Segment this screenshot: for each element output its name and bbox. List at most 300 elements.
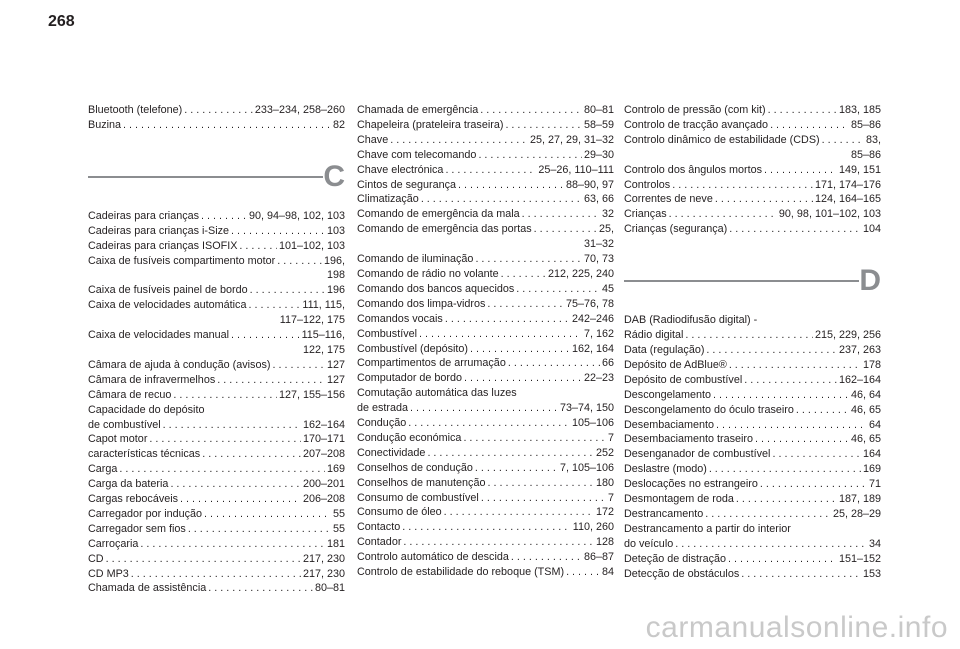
index-entry: [624, 507, 881, 522]
watermark: carmanualsonline.info: [645, 611, 948, 644]
index-entry-term: Comandos vocais: [357, 312, 443, 325]
index-entry-pages: 217, 230: [302, 567, 345, 580]
index-entry-pages: 80–81: [314, 582, 345, 595]
index-entry-term: Cargas rebocáveis: [88, 493, 179, 506]
dot-leader: [713, 388, 849, 403]
index-entry: [357, 535, 614, 550]
index-entry-term: Descongelamento: [624, 388, 712, 401]
index-entry: [357, 327, 614, 342]
index-entry-term: Desembaciamento traseiro: [624, 433, 754, 446]
dot-leader: [764, 163, 837, 178]
index-entry-term: Caixa de fusíveis painel de bordo: [88, 284, 248, 297]
index-entry: [88, 522, 345, 537]
index-entry: [357, 386, 614, 416]
dot-leader: [217, 373, 325, 388]
dot-leader: [796, 403, 849, 418]
index-entry-pages: 169: [326, 463, 345, 476]
index-entry-term: Carga: [88, 463, 118, 476]
index-entry-term: Capot motor: [88, 433, 148, 446]
index-entry: [357, 163, 614, 178]
dot-leader: [741, 567, 861, 582]
index-entry: [624, 403, 881, 418]
dot-leader: [123, 118, 331, 133]
index-entry-pages: 85–86: [850, 118, 881, 131]
index-entry-pages-continued: 122, 175: [302, 343, 345, 356]
index-entry-pages: 127, 155–156: [278, 388, 345, 401]
index-entry-term: Buzina: [88, 118, 122, 131]
index-entry-pages: 196,: [323, 254, 345, 267]
dot-leader: [478, 148, 582, 163]
index-entry: [88, 388, 345, 403]
index-entry: [357, 446, 614, 461]
index-entry-pages: 34: [868, 537, 881, 550]
section-header: [88, 159, 345, 199]
index-entry-pages: 25,: [598, 223, 614, 236]
index-entry: [624, 492, 881, 507]
index-entry-pages: 187, 189: [838, 493, 881, 506]
index-entry: [624, 207, 881, 222]
index-entry: [357, 312, 614, 327]
index-entry-pages: 90, 98, 101–102, 103: [778, 208, 881, 221]
index-entry: [357, 148, 614, 163]
dot-leader: [419, 327, 582, 342]
index-entry-pages: 80–81: [583, 104, 614, 116]
dot-leader: [729, 222, 861, 237]
index-entry-pages: 86–87: [583, 551, 614, 564]
dot-leader: [675, 537, 867, 552]
index-entry-term: Rádio digital: [624, 329, 684, 342]
index-entry: [357, 192, 614, 207]
index-entry-term: Cadeiras para crianças ISOFIX: [88, 239, 238, 252]
index-entry-term: características técnicas: [88, 448, 201, 461]
index-entry: [624, 432, 881, 447]
dot-leader: [408, 416, 570, 431]
index-entry-term: Consumo de combustível: [357, 491, 479, 504]
dot-leader: [463, 431, 606, 446]
index-entry-term: Controlo automático de descida: [357, 551, 509, 564]
index-entry: [88, 239, 345, 254]
dot-leader: [709, 462, 861, 477]
index-entry-pages: 110, 260: [572, 521, 614, 534]
index-entry-term: Controlos: [624, 178, 671, 191]
dot-leader: [272, 358, 325, 373]
index-entry-term: Depósito de AdBlue®: [624, 358, 727, 371]
section-letter: D: [859, 264, 881, 298]
index-entry-pages-continued: 31–32: [583, 238, 614, 251]
index-entry-term: Crianças (segurança): [624, 223, 728, 236]
index-entry: [357, 297, 614, 312]
dot-leader: [403, 535, 594, 550]
index-entry: [357, 371, 614, 386]
dot-leader: [445, 312, 570, 327]
dot-leader: [728, 552, 837, 567]
index-entry-pages: 7: [607, 491, 614, 504]
section-divider: [88, 176, 323, 178]
dot-leader: [202, 447, 301, 462]
index-entry: [357, 416, 614, 431]
index-entry-pages: 162–164: [838, 373, 881, 386]
index-entry-term: Chave com telecomando: [357, 148, 477, 161]
index-entry-term: Controlo de tracção avançado: [624, 118, 769, 131]
dot-leader: [505, 118, 582, 133]
dot-leader: [444, 505, 594, 520]
dot-leader: [188, 522, 331, 537]
index-entry: [357, 133, 614, 148]
index-entry-pages: 111, 115,: [302, 299, 345, 312]
index-entry-pages: 84: [601, 566, 614, 579]
index-entry: [88, 283, 345, 298]
index-entry-pages: 127: [326, 358, 345, 371]
index-entry: [357, 103, 614, 118]
index-entry-pages: 242–246: [571, 312, 614, 325]
index-entry-pages: 63, 66: [583, 193, 614, 206]
index-entry-pages: 103: [326, 224, 345, 237]
index-entry: [624, 192, 881, 207]
index-entry-pages: 181: [326, 537, 345, 550]
dot-leader: [119, 462, 325, 477]
index-entry: [357, 461, 614, 476]
index-entry-term: Comando dos bancos aquecidos: [357, 282, 515, 295]
index-entry-pages: 127: [326, 373, 345, 386]
dot-leader: [822, 133, 864, 148]
dot-leader: [204, 507, 331, 522]
index-entry-pages: 237, 263: [838, 343, 881, 356]
index-entry: [88, 492, 345, 507]
index-entry-term: Conectividade: [357, 446, 426, 459]
index-entry-term: Câmara de ajuda à condução (avisos): [88, 358, 271, 371]
index-entry-term: Chamada de assistência: [88, 582, 207, 595]
index-entry: [88, 537, 345, 552]
dot-leader: [522, 207, 600, 222]
index-entry: [624, 388, 881, 403]
index-entry-term: Comando de iluminação: [357, 253, 474, 266]
dot-leader: [508, 356, 600, 371]
index-entry-term: Computador de bordo: [357, 372, 463, 385]
index-entry: [357, 550, 614, 565]
index-entry-term: Bluetooth (telefone): [88, 104, 183, 116]
index-entry-pages: 82: [332, 118, 345, 131]
index-entry-term: Crianças: [624, 208, 667, 221]
dot-leader: [487, 297, 564, 312]
dot-leader: [458, 178, 564, 193]
dot-leader: [770, 118, 849, 133]
dot-leader: [706, 343, 837, 358]
index-entry-pages: 83,: [865, 133, 881, 146]
index-entry-pages: 207–208: [302, 448, 345, 461]
index-entry-pages: 32: [601, 208, 614, 221]
dot-leader: [566, 565, 600, 580]
index-entry-pages: 172: [595, 506, 614, 519]
dot-leader: [516, 282, 600, 297]
index-entry-pages: 55: [332, 522, 345, 535]
index-entry: [357, 342, 614, 357]
dot-leader: [149, 432, 301, 447]
index-entry-pages: 180: [595, 476, 614, 489]
index-entry-term: Comando de rádio no volante: [357, 267, 499, 280]
index-entry-term: Deslocações no estrangeiro: [624, 478, 758, 491]
index-entry-pages: 196: [326, 284, 345, 297]
index-entry-term: Controlo de pressão (com kit): [624, 104, 766, 116]
dot-leader: [755, 432, 849, 447]
index-entry-term-prefix: Comutação automática das luzes: [357, 387, 517, 400]
index-entry-term: Contacto: [357, 521, 401, 534]
index-entry: [357, 491, 614, 506]
index-entry-pages: 88–90, 97: [565, 178, 614, 191]
index-entry: [624, 178, 881, 193]
index-entry-term: Desmontagem de roda: [624, 493, 734, 506]
index-entry: [624, 358, 881, 373]
dot-leader: [511, 550, 582, 565]
index-entry: [624, 462, 881, 477]
dot-leader: [180, 492, 301, 507]
page-number: 268: [48, 13, 75, 30]
index-entry-term: Detecção de obstáculos: [624, 567, 740, 580]
index-entry-term: Carregador por indução: [88, 507, 203, 520]
index-entry-pages: 7: [607, 431, 614, 444]
index-entry: [624, 552, 881, 567]
index-entry: [624, 522, 881, 552]
index-entry-pages-continued: 85–86: [850, 148, 881, 161]
index-entry: [357, 118, 614, 133]
dot-leader: [173, 388, 277, 403]
dot-leader: [768, 103, 837, 118]
dot-leader: [250, 283, 325, 298]
index-entry-pages: 7, 162: [583, 327, 614, 340]
index-entry-pages: 252: [595, 446, 614, 459]
index-entry-pages: 70, 73: [583, 253, 614, 266]
index-entry-term: Conselhos de manutenção: [357, 476, 486, 489]
index-entry-term: Condução: [357, 417, 407, 430]
index-entry-term-prefix: DAB (Radiodifusão digital) -: [624, 314, 758, 327]
index-entry-pages: 206–208: [302, 493, 345, 506]
index-entry: [624, 567, 881, 582]
index-entry: [624, 133, 881, 163]
index-entry-pages: 151–152: [838, 552, 881, 565]
dot-leader: [402, 520, 571, 535]
index-entry: [357, 520, 614, 535]
index-entry-pages: 75–76, 78: [565, 297, 614, 310]
index-entry: [624, 222, 881, 237]
index-entry-pages: 90, 94–98, 102, 103: [248, 209, 345, 222]
index-entry-pages: 25, 27, 29, 31–32: [529, 133, 614, 146]
index-entry-term: Controlo dos ângulos mortos: [624, 163, 763, 176]
dot-leader: [760, 477, 867, 492]
index-entry-term: Carga da bateria: [88, 478, 169, 491]
index-entry-term: Chave: [357, 133, 389, 146]
index-entry: [624, 343, 881, 358]
index-entry-term: Deteção de distração: [624, 552, 727, 565]
dot-leader: [534, 222, 597, 237]
section-letter: C: [323, 159, 345, 193]
dot-leader: [487, 476, 594, 491]
index-entry: [357, 356, 614, 371]
index-entry-pages: 128: [595, 536, 614, 549]
index-entry: [88, 507, 345, 522]
index-entry-pages: 55: [332, 507, 345, 520]
index-entry-term: Carroçaria: [88, 537, 139, 550]
index-entry-pages: 46, 65: [850, 433, 881, 446]
index-entry: [357, 267, 614, 282]
index-entry-term: Compartimentos de arrumação: [357, 357, 506, 370]
dot-leader: [390, 133, 528, 148]
index-entry-term: CD MP3: [88, 567, 129, 580]
index-entry-term: Depósito de combustível: [624, 373, 743, 386]
dot-leader: [715, 192, 813, 207]
dot-leader: [729, 358, 861, 373]
dot-leader: [231, 328, 300, 343]
index-entry-pages: 115–116,: [301, 329, 345, 342]
index-entry: [88, 477, 345, 492]
index-entry: [624, 103, 881, 118]
index-entry-term: Contador: [357, 536, 402, 549]
dot-leader: [140, 537, 325, 552]
index-column-3: [624, 103, 881, 581]
index-entry-term: Destrancamento: [624, 507, 704, 520]
dot-leader: [277, 254, 322, 269]
index-entry-pages: 233–234, 258–260: [254, 104, 345, 116]
index-entry: [357, 565, 614, 580]
index-entry: [88, 567, 345, 582]
index-entry-pages: 170–171: [302, 433, 345, 446]
dot-leader: [427, 446, 594, 461]
index-entry: [357, 282, 614, 297]
index-entry-term: Controlo de estabilidade do reboque (TSM): [357, 566, 565, 579]
index-entry-term: Chapeleira (prateleira traseira): [357, 118, 504, 131]
index-entry-pages: 171, 174–176: [814, 178, 881, 191]
index-entry: [88, 298, 345, 328]
index-entry: [88, 118, 345, 133]
index-entry-term: Consumo de óleo: [357, 506, 442, 519]
index-entry-term: Comando de emergência das portas: [357, 223, 532, 236]
index-entry-term: Carregador sem fios: [88, 522, 186, 535]
index-entry-pages: 64: [868, 418, 881, 431]
index-entry: [88, 209, 345, 224]
dot-leader: [685, 328, 813, 343]
index-entry-term: Conselhos de condução: [357, 461, 473, 474]
index-entry-term: Câmara de recuo: [88, 388, 172, 401]
index-entry-pages: 25, 28–29: [832, 507, 881, 520]
index-entry-pages: 45: [601, 282, 614, 295]
index-entry: [88, 254, 345, 284]
index-entry-pages: 25–26, 110–111: [538, 163, 614, 176]
index-entry: [624, 373, 881, 388]
dot-leader: [716, 418, 867, 433]
index-entry: [357, 505, 614, 520]
dot-leader: [239, 239, 277, 254]
index-entry-term: Condução económica: [357, 431, 462, 444]
index-entry: [624, 418, 881, 433]
index-entry: [357, 222, 614, 252]
dot-leader: [231, 224, 325, 239]
index-entry: [624, 313, 881, 343]
index-entry: [357, 178, 614, 193]
dot-leader: [464, 371, 582, 386]
index-entry: [88, 373, 345, 388]
index-entry-pages: 46, 65: [850, 403, 881, 416]
index-entry-term: Cadeiras para crianças i-Size: [88, 224, 230, 237]
dot-leader: [163, 418, 301, 433]
index-entry: [88, 358, 345, 373]
index-entry-pages: 212, 225, 240: [547, 267, 614, 280]
index-entry-pages: 215, 229, 256: [814, 329, 881, 342]
index-entry-pages: 73–74, 150: [559, 402, 614, 415]
index-entry: [624, 163, 881, 178]
dot-leader: [481, 491, 606, 506]
index-entry-term: Chamada de emergência: [357, 104, 479, 116]
index-entry-term: Desembaciamento: [624, 418, 715, 431]
index-entry-pages: 71: [868, 478, 881, 491]
index-entry-term: Caixa de fusíveis compartimento motor: [88, 254, 276, 267]
index-entry: [88, 103, 345, 118]
dot-leader: [201, 209, 247, 224]
index-entry-pages: 164: [862, 448, 881, 461]
dot-leader: [475, 252, 582, 267]
index-entry-term: Data (regulação): [624, 343, 705, 356]
index-entry: [88, 447, 345, 462]
index-entry-term: do veículo: [624, 537, 674, 550]
index-entry-pages: 178: [862, 358, 881, 371]
index-entry: [88, 403, 345, 433]
index-entry-pages-continued: 117–122, 175: [279, 314, 345, 327]
dot-leader: [501, 267, 546, 282]
dot-leader: [410, 401, 558, 416]
index-entry-term: Cintos de segurança: [357, 178, 457, 191]
index-entry-term: CD: [88, 552, 104, 565]
index-entry-pages: 7, 105–106: [559, 461, 614, 474]
dot-leader: [475, 461, 558, 476]
dot-leader: [672, 178, 813, 193]
dot-leader: [421, 192, 582, 207]
index-entry-pages: 124, 164–165: [814, 193, 881, 206]
index-entry-pages: 153: [862, 567, 881, 580]
dot-leader: [131, 567, 301, 582]
index-entry-pages: 58–59: [583, 118, 614, 131]
index-entry-term: Desenganador de combustível: [624, 448, 771, 461]
index-entry-term: Combustível (depósito): [357, 342, 469, 355]
dot-leader: [470, 342, 570, 357]
index-entry-pages: 200–201: [302, 478, 345, 491]
index-entry-pages: 183, 185: [838, 104, 881, 116]
section-divider: [624, 280, 859, 282]
index-entry: [624, 118, 881, 133]
index-entry: [357, 207, 614, 222]
index-entry-term: de estrada: [357, 402, 409, 415]
dot-leader: [184, 103, 253, 118]
index-entry: [357, 252, 614, 267]
index-entry-pages: 29–30: [583, 148, 614, 161]
dot-leader: [772, 447, 861, 462]
dot-leader: [106, 552, 301, 567]
index-entry: [88, 552, 345, 567]
index-entry-term: Câmara de infravermelhos: [88, 373, 216, 386]
index-entry-term: Combustível: [357, 327, 418, 340]
index-entry: [624, 477, 881, 492]
dot-leader: [705, 507, 831, 522]
index-entry: [88, 581, 345, 596]
index-entry-pages: 46, 64: [850, 388, 881, 401]
dot-leader: [744, 373, 837, 388]
index-entry-term: Correntes de neve: [624, 193, 713, 206]
index-entry-term-prefix: Capacidade do depósito: [88, 403, 205, 416]
index-entry-pages: 162–164: [302, 418, 345, 431]
index-entry-term: Deslastre (modo): [624, 463, 707, 476]
index-entry-pages: 22–23: [583, 372, 614, 385]
index-entry-pages: 105–106: [571, 417, 614, 430]
dot-leader: [480, 103, 582, 118]
index-entry-term: Comando de emergência da mala: [357, 208, 520, 221]
dot-leader: [208, 581, 313, 596]
index-entry-term: de combustível: [88, 418, 161, 431]
